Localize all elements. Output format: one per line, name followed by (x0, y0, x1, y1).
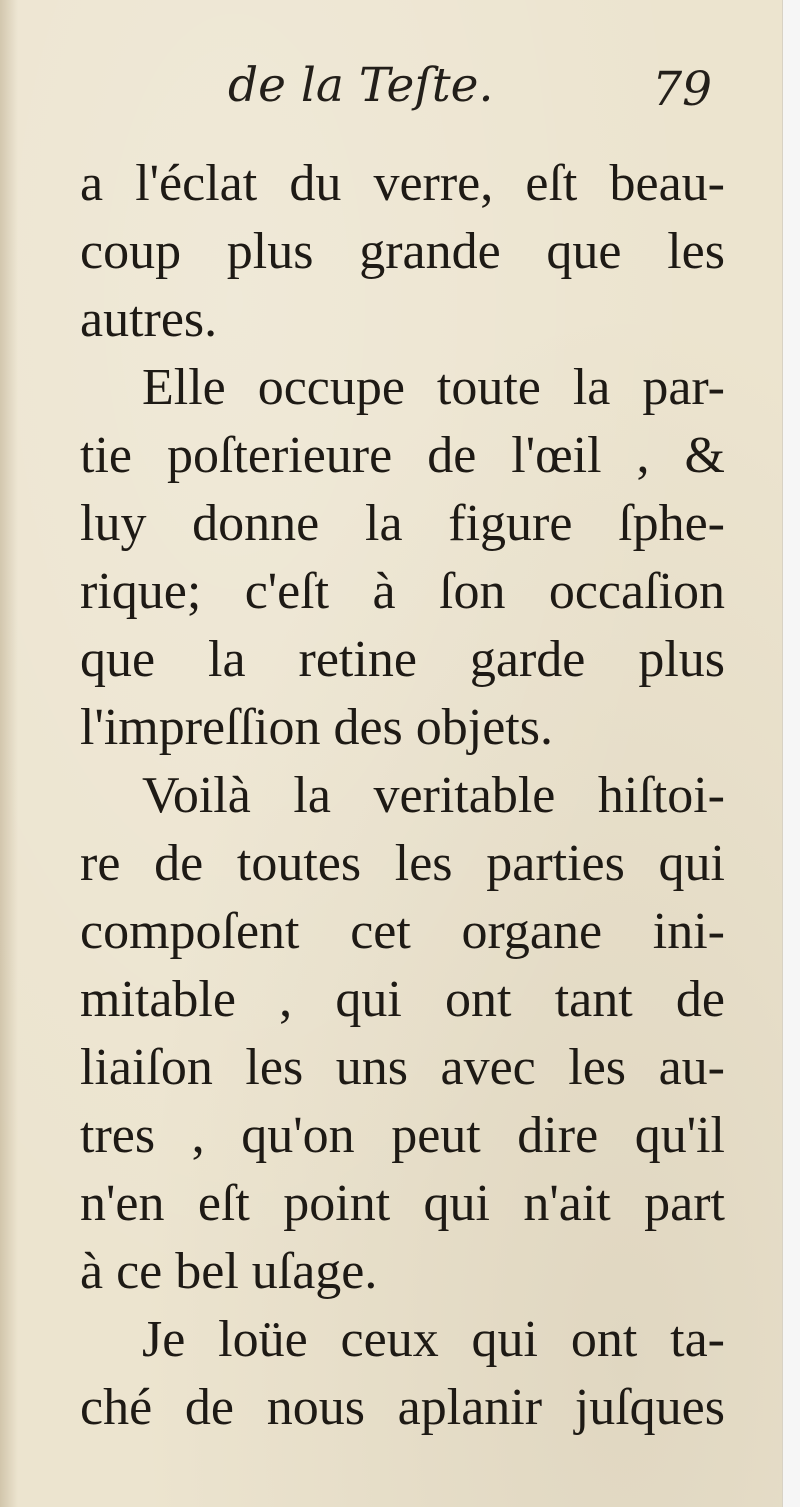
text-line: re de toutes les parties qui (80, 835, 725, 892)
text-line: autres. (80, 291, 218, 348)
running-head: de la Teſte. (228, 58, 494, 113)
text-line: mitable , qui ont tant de (80, 971, 725, 1028)
text-line: Voilà la veritable hiſtoi- (142, 767, 725, 824)
text-line: ché de nous aplanir juſques (80, 1379, 725, 1436)
text-line: tres , qu'on peut dire qu'il (80, 1107, 725, 1164)
text-line: coup plus grande que les (80, 223, 725, 280)
text-line: rique; c'eſt à ſon occaſion (80, 563, 725, 620)
page-edge-margin (782, 0, 800, 1507)
text-line: Je loüe ceux qui ont ta- (142, 1311, 725, 1368)
text-line: que la retine garde plus (80, 631, 725, 688)
text-line: a l'éclat du verre, eſt beau- (80, 155, 725, 212)
body-text (80, 150, 725, 1442)
text-line: liaiſon les uns avec les au- (80, 1039, 725, 1096)
text-line: tie poſterieure de l'œil , & (80, 427, 725, 484)
page-gutter-shadow (0, 0, 18, 1507)
text-line: compoſent cet organe ini- (80, 903, 725, 960)
page-number: 79 (652, 62, 712, 117)
page-header (80, 58, 720, 142)
text-line: à ce bel uſage. (80, 1243, 378, 1300)
text-line: n'en eſt point qui n'ait part (80, 1175, 725, 1232)
text-line: luy donne la figure ſphe- (80, 495, 725, 552)
text-line: l'impreſſion des objets. (80, 699, 553, 756)
text-line: Elle occupe toute la par- (142, 359, 725, 416)
